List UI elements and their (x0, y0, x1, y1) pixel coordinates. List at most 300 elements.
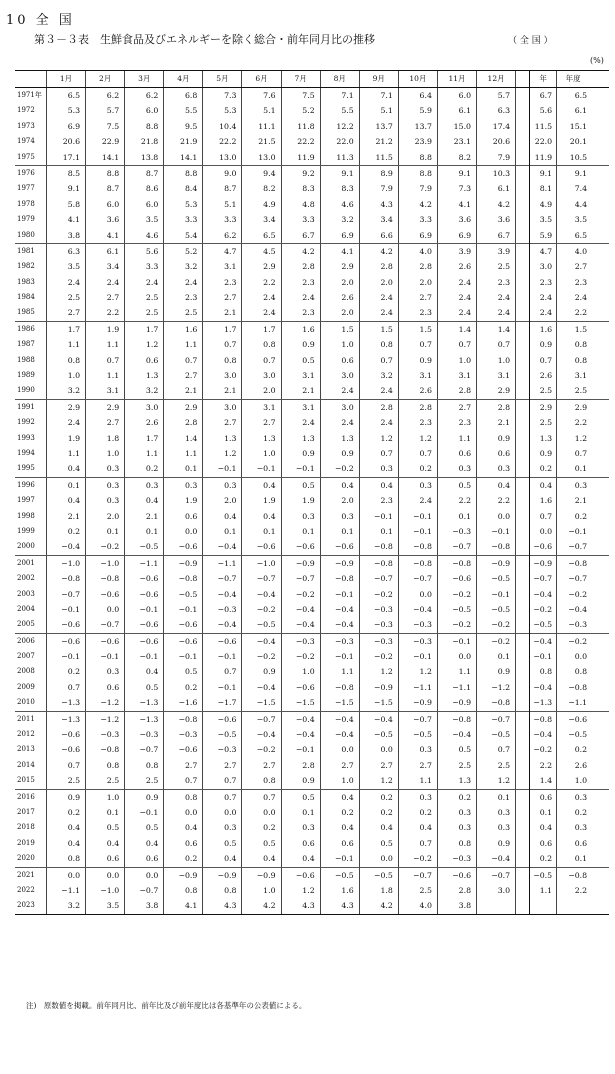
month-value-cell: 0.5 (437, 478, 476, 493)
month-value-cell: 1.0 (85, 790, 124, 805)
column-gap (515, 166, 529, 181)
year-cell: 1986 (17, 324, 35, 333)
year-cell: 2013 (17, 745, 35, 754)
fiscal-year-value-cell: 9.1 (556, 166, 589, 181)
table-row (15, 773, 609, 789)
month-value-cell: 0.8 (163, 883, 202, 898)
fiscal-year-value-cell: 2.6 (556, 758, 589, 773)
fiscal-year-value-cell: −0.8 (556, 680, 589, 695)
month-value-cell: −0.7 (476, 712, 515, 727)
month-value-cell: 0.2 (163, 851, 202, 866)
month-value-cell: −0.1 (320, 649, 359, 664)
year-cell: 2000 (17, 542, 35, 551)
month-value-cell: 1.0 (85, 446, 124, 461)
month-value-cell: 2.9 (241, 259, 280, 274)
year-cell: 2023 (17, 901, 35, 910)
month-value-cell: 4.0 (398, 898, 437, 913)
month-value-cell: 0.2 (46, 664, 85, 679)
year-cell: 2008 (17, 667, 35, 676)
month-value-cell: 2.4 (359, 415, 398, 430)
fiscal-year-value-cell: 1.5 (556, 322, 589, 337)
month-value-cell: 4.8 (281, 197, 320, 212)
month-value-cell: 6.2 (202, 228, 241, 243)
month-value-cell: 0.0 (163, 524, 202, 539)
month-value-cell: 1.0 (320, 337, 359, 352)
year-cell: 2009 (17, 682, 35, 691)
annual-value-cell: 1.4 (529, 773, 556, 788)
month-value-cell: 1.4 (163, 431, 202, 446)
month-value-cell: 2.8 (437, 383, 476, 398)
month-value-cell: 0.7 (476, 742, 515, 757)
month-value-cell: 3.2 (124, 383, 163, 398)
month-value-cell: −0.4 (320, 712, 359, 727)
month-value-cell: 3.2 (46, 383, 85, 398)
month-value-cell: 1.9 (85, 322, 124, 337)
year-cell: 2003 (17, 589, 35, 598)
column-gap (515, 119, 529, 134)
month-value-cell: 0.3 (85, 493, 124, 508)
month-value-cell: 1.7 (46, 322, 85, 337)
month-value-cell: 1.0 (320, 773, 359, 788)
annual-value-cell: 1.6 (529, 493, 556, 508)
fiscal-year-value-cell: 0.8 (556, 353, 589, 368)
month-value-cell: 0.4 (281, 851, 320, 866)
header-month-cell: 10月 (398, 71, 437, 87)
month-value-cell: 21.2 (359, 134, 398, 149)
month-value-cell: 22.2 (202, 134, 241, 149)
month-value-cell: −0.6 (85, 587, 124, 602)
month-value-cell: 2.2 (476, 493, 515, 508)
month-value-cell: −0.3 (202, 602, 241, 617)
fiscal-year-value-cell: −1.1 (556, 695, 589, 710)
month-value-cell: 2.5 (46, 290, 85, 305)
month-value-cell: 0.9 (476, 836, 515, 851)
fiscal-year-value-cell: −0.3 (556, 617, 589, 632)
fiscal-year-value-cell: −0.7 (556, 539, 589, 554)
month-value-cell: 13.8 (124, 150, 163, 165)
month-value-cell: −0.8 (320, 680, 359, 695)
month-value-cell: −0.6 (124, 617, 163, 632)
month-value-cell: 3.0 (320, 400, 359, 415)
table-row (15, 758, 609, 773)
month-value-cell: 2.7 (85, 415, 124, 430)
table-row (15, 649, 609, 664)
month-value-cell: 2.4 (281, 290, 320, 305)
column-gap (515, 88, 529, 103)
annual-value-cell: 2.5 (529, 383, 556, 398)
month-value-cell: 0.3 (202, 478, 241, 493)
month-value-cell: 2.0 (320, 275, 359, 290)
month-value-cell: −0.5 (437, 602, 476, 617)
month-value-cell: −0.7 (46, 587, 85, 602)
month-value-cell: 0.3 (85, 664, 124, 679)
month-value-cell: 2.7 (46, 305, 85, 320)
month-value-cell (476, 898, 515, 913)
header-month-cell: 7月 (281, 71, 320, 87)
month-value-cell: 1.7 (202, 322, 241, 337)
fiscal-year-value-cell: 0.1 (556, 851, 589, 866)
header-fiscal-cell: 年度 (556, 71, 589, 87)
table-row (15, 602, 609, 617)
month-value-cell: 2.1 (46, 509, 85, 524)
month-value-cell: 2.0 (320, 305, 359, 320)
fiscal-year-value-cell: 0.3 (556, 478, 589, 493)
year-cell: 1987 (17, 340, 35, 349)
month-value-cell: 0.3 (359, 461, 398, 476)
month-value-cell: −0.1 (281, 742, 320, 757)
month-value-cell: −0.2 (320, 461, 359, 476)
month-value-cell: 0.2 (398, 461, 437, 476)
month-value-cell: 0.6 (320, 836, 359, 851)
month-value-cell: 2.3 (163, 290, 202, 305)
month-value-cell: 17.1 (46, 150, 85, 165)
month-value-cell: 0.1 (281, 805, 320, 820)
month-value-cell: −0.2 (437, 587, 476, 602)
month-value-cell: 1.5 (398, 322, 437, 337)
month-value-cell: 11.1 (241, 119, 280, 134)
region-label: （ 全 国 ） (508, 36, 553, 46)
month-value-cell: 0.6 (476, 446, 515, 461)
month-value-cell: 2.5 (163, 305, 202, 320)
month-value-cell: −0.7 (241, 571, 280, 586)
month-value-cell: 1.2 (359, 664, 398, 679)
month-value-cell: −0.9 (320, 556, 359, 571)
month-value-cell: 1.1 (124, 446, 163, 461)
month-value-cell: 7.9 (398, 181, 437, 196)
year-cell: 1981 (17, 246, 35, 255)
month-value-cell: −0.7 (398, 868, 437, 883)
month-value-cell: 2.7 (437, 400, 476, 415)
month-value-cell: 0.9 (281, 337, 320, 352)
year-cell: 1992 (17, 418, 35, 427)
month-value-cell: 3.0 (476, 883, 515, 898)
month-value-cell: −0.6 (85, 634, 124, 649)
month-value-cell: 2.4 (437, 290, 476, 305)
month-value-cell: 0.2 (46, 524, 85, 539)
month-value-cell: 2.4 (163, 275, 202, 290)
month-value-cell: 3.5 (124, 212, 163, 227)
month-value-cell: 20.6 (476, 134, 515, 149)
month-value-cell: 2.6 (398, 383, 437, 398)
month-value-cell: −0.9 (359, 680, 398, 695)
month-value-cell: 0.0 (359, 742, 398, 757)
fiscal-year-value-cell: 0.2 (556, 742, 589, 757)
month-value-cell: 14.1 (163, 150, 202, 165)
month-value-cell: 6.7 (281, 228, 320, 243)
month-value-cell: −0.4 (241, 727, 280, 742)
month-value-cell: 0.7 (46, 758, 85, 773)
month-value-cell: 3.1 (398, 368, 437, 383)
month-value-cell: 3.3 (124, 259, 163, 274)
annual-value-cell: 0.0 (529, 524, 556, 539)
month-value-cell: 20.6 (46, 134, 85, 149)
month-value-cell: −0.8 (476, 539, 515, 554)
month-value-cell: −0.8 (46, 571, 85, 586)
month-value-cell: 6.6 (359, 228, 398, 243)
month-value-cell: 2.9 (163, 400, 202, 415)
month-value-cell: −0.1 (281, 461, 320, 476)
month-value-cell: −0.1 (476, 587, 515, 602)
month-value-cell: −1.5 (241, 695, 280, 710)
month-value-cell: −0.2 (281, 587, 320, 602)
year-cell: 1972 (17, 106, 35, 115)
table-row (15, 695, 609, 711)
month-value-cell: −1.1 (437, 680, 476, 695)
month-value-cell: 3.2 (46, 898, 85, 913)
column-gap (515, 556, 529, 571)
month-value-cell: 7.3 (202, 88, 241, 103)
column-gap (515, 275, 529, 290)
fiscal-year-value-cell: 2.1 (556, 493, 589, 508)
month-value-cell: 1.9 (241, 493, 280, 508)
month-value-cell: −0.6 (163, 634, 202, 649)
fiscal-year-value-cell: 0.3 (556, 790, 589, 805)
month-value-cell: −0.1 (46, 602, 85, 617)
month-value-cell: 4.1 (320, 244, 359, 259)
month-value-cell: −0.4 (281, 602, 320, 617)
month-value-cell: −0.5 (398, 727, 437, 742)
year-cell: 2017 (17, 807, 35, 816)
table-row (15, 478, 609, 493)
month-value-cell: −0.6 (163, 742, 202, 757)
month-value-cell: −0.8 (163, 571, 202, 586)
month-value-cell: 3.2 (163, 259, 202, 274)
month-value-cell: −1.0 (85, 556, 124, 571)
month-value-cell: 2.3 (476, 275, 515, 290)
month-value-cell: 0.1 (163, 461, 202, 476)
annual-value-cell: 2.6 (529, 368, 556, 383)
column-gap (515, 571, 529, 586)
month-value-cell: 6.9 (398, 228, 437, 243)
table-row (15, 88, 609, 103)
month-value-cell: 23.1 (437, 134, 476, 149)
month-value-cell: 13.7 (359, 119, 398, 134)
month-value-cell: 0.4 (46, 836, 85, 851)
table-row (15, 337, 609, 352)
fiscal-year-value-cell: 0.1 (556, 461, 589, 476)
month-value-cell: −0.4 (281, 617, 320, 632)
month-value-cell: 2.3 (437, 415, 476, 430)
month-value-cell: −0.5 (320, 868, 359, 883)
month-value-cell: 0.4 (476, 478, 515, 493)
month-value-cell: 6.5 (46, 88, 85, 103)
month-value-cell: 0.7 (202, 664, 241, 679)
month-value-cell: 0.7 (241, 353, 280, 368)
column-gap (515, 322, 529, 337)
month-value-cell: 3.2 (359, 368, 398, 383)
year-cell: 1985 (17, 308, 35, 317)
column-gap (515, 353, 529, 368)
month-value-cell: 0.6 (320, 353, 359, 368)
year-cell: 2015 (17, 776, 35, 785)
annual-value-cell: 0.2 (529, 851, 556, 866)
month-value-cell: 0.9 (281, 773, 320, 788)
annual-value-cell: −0.1 (529, 649, 556, 664)
month-value-cell: 0.5 (241, 836, 280, 851)
month-value-cell: 2.4 (476, 290, 515, 305)
month-value-cell: 8.9 (359, 166, 398, 181)
month-value-cell: 0.6 (163, 509, 202, 524)
month-value-cell: −0.5 (241, 617, 280, 632)
month-value-cell: 0.3 (202, 820, 241, 835)
month-value-cell: −0.8 (437, 712, 476, 727)
month-value-cell: 2.8 (281, 758, 320, 773)
year-cell: 1980 (17, 230, 35, 239)
month-value-cell: 2.2 (241, 275, 280, 290)
annual-value-cell: 0.9 (529, 446, 556, 461)
column-gap (515, 883, 529, 898)
month-value-cell: 0.3 (320, 509, 359, 524)
month-value-cell: 0.1 (202, 524, 241, 539)
month-value-cell: −0.4 (46, 539, 85, 554)
column-gap (515, 695, 529, 710)
month-value-cell: −0.6 (46, 617, 85, 632)
fiscal-year-value-cell: 0.2 (556, 509, 589, 524)
month-value-cell: 3.4 (359, 212, 398, 227)
month-value-cell: −0.6 (281, 539, 320, 554)
month-value-cell: −0.6 (46, 742, 85, 757)
month-value-cell: 6.0 (437, 88, 476, 103)
month-value-cell: −0.4 (320, 602, 359, 617)
month-value-cell: 9.5 (163, 119, 202, 134)
month-value-cell: −0.4 (437, 727, 476, 742)
month-value-cell: 0.8 (202, 883, 241, 898)
month-value-cell: 0.8 (124, 758, 163, 773)
month-value-cell: 11.3 (320, 150, 359, 165)
table-row (15, 727, 609, 742)
annual-value-cell: 0.6 (529, 836, 556, 851)
month-value-cell: −0.8 (398, 539, 437, 554)
month-value-cell: 2.7 (163, 758, 202, 773)
month-value-cell: 1.0 (241, 883, 280, 898)
month-value-cell: 3.8 (46, 228, 85, 243)
month-value-cell: 0.1 (124, 524, 163, 539)
month-value-cell: 3.1 (241, 400, 280, 415)
month-value-cell: 6.3 (476, 103, 515, 118)
month-value-cell: 2.7 (398, 758, 437, 773)
month-value-cell: 1.4 (476, 322, 515, 337)
month-value-cell: −0.7 (85, 617, 124, 632)
annual-value-cell: −0.4 (529, 634, 556, 649)
column-gap (515, 664, 529, 679)
table-row (15, 228, 609, 244)
month-value-cell: −0.7 (437, 539, 476, 554)
month-value-cell: 1.2 (398, 431, 437, 446)
month-value-cell: −0.6 (46, 727, 85, 742)
month-value-cell: 5.7 (476, 88, 515, 103)
month-value-cell: 0.2 (359, 790, 398, 805)
month-value-cell: 3.1 (281, 368, 320, 383)
fiscal-year-value-cell: 15.1 (556, 119, 589, 134)
annual-value-cell: 1.1 (529, 883, 556, 898)
month-value-cell: 6.0 (124, 197, 163, 212)
table-row (15, 322, 609, 337)
column-gap (515, 478, 529, 493)
month-value-cell: −0.8 (359, 539, 398, 554)
month-value-cell: 6.4 (398, 88, 437, 103)
month-value-cell: −0.4 (241, 634, 280, 649)
month-value-cell: 1.5 (320, 322, 359, 337)
month-value-cell: 0.0 (202, 805, 241, 820)
month-value-cell: 2.5 (124, 305, 163, 320)
month-value-cell: 4.3 (202, 898, 241, 913)
month-value-cell: 1.3 (437, 773, 476, 788)
month-value-cell: 2.0 (359, 275, 398, 290)
annual-value-cell: 0.4 (529, 478, 556, 493)
month-value-cell: −0.5 (476, 571, 515, 586)
fiscal-year-value-cell: 10.5 (556, 150, 589, 165)
month-value-cell: 0.6 (85, 680, 124, 695)
month-value-cell: −0.1 (202, 649, 241, 664)
column-gap (515, 400, 529, 415)
annual-value-cell: 0.7 (529, 509, 556, 524)
month-value-cell: 0.7 (202, 773, 241, 788)
month-value-cell: 0.5 (124, 680, 163, 695)
annual-value-cell: 2.5 (529, 415, 556, 430)
table-row (15, 197, 609, 212)
month-value-cell: −1.1 (398, 680, 437, 695)
month-value-cell: 5.3 (202, 103, 241, 118)
month-value-cell: 6.1 (437, 103, 476, 118)
month-value-cell: 0.5 (437, 742, 476, 757)
month-value-cell: 3.3 (163, 212, 202, 227)
month-value-cell: 0.3 (476, 461, 515, 476)
month-value-cell: −0.4 (476, 851, 515, 866)
month-value-cell: −1.7 (202, 695, 241, 710)
month-value-cell: 8.8 (398, 166, 437, 181)
month-value-cell: 0.4 (124, 836, 163, 851)
month-value-cell: 0.3 (85, 461, 124, 476)
fiscal-year-value-cell (556, 898, 589, 913)
month-value-cell: 0.0 (437, 649, 476, 664)
month-value-cell: 0.9 (281, 446, 320, 461)
column-gap (515, 197, 529, 212)
month-value-cell: 1.0 (241, 446, 280, 461)
fiscal-year-value-cell: 4.0 (556, 244, 589, 259)
month-value-cell: 2.1 (476, 415, 515, 430)
annual-value-cell: −0.6 (529, 539, 556, 554)
month-value-cell: 9.2 (281, 166, 320, 181)
annual-value-cell: 2.2 (529, 758, 556, 773)
annual-value-cell: 2.3 (529, 275, 556, 290)
annual-value-cell: 9.1 (529, 166, 556, 181)
fiscal-year-value-cell: −0.1 (556, 524, 589, 539)
annual-value-cell: 0.4 (529, 820, 556, 835)
annual-value-cell: 3.5 (529, 212, 556, 227)
header-month-cell: 2月 (85, 71, 124, 87)
month-value-cell: 4.1 (163, 898, 202, 913)
month-value-cell: −0.6 (320, 539, 359, 554)
fiscal-year-value-cell: −0.8 (556, 556, 589, 571)
year-cell: 1979 (17, 215, 35, 224)
footnote: 注) 原数値を掲載。前年同月比、前年比及び前年度比は各基準年の公表値による。 (26, 1001, 307, 1010)
year-cell: 1991 (17, 402, 35, 411)
fiscal-year-value-cell: 2.4 (556, 290, 589, 305)
month-value-cell: 2.8 (437, 883, 476, 898)
month-value-cell: 2.5 (437, 758, 476, 773)
month-value-cell: 5.1 (202, 197, 241, 212)
column-gap (515, 244, 529, 259)
fiscal-year-value-cell: −0.8 (556, 868, 589, 883)
month-value-cell: 13.0 (202, 150, 241, 165)
month-value-cell: 5.5 (320, 103, 359, 118)
column-gap (515, 524, 529, 539)
month-value-cell: 0.7 (398, 836, 437, 851)
month-value-cell: 1.1 (320, 664, 359, 679)
month-value-cell: 0.8 (46, 851, 85, 866)
fiscal-year-value-cell: 0.8 (556, 664, 589, 679)
table-row (15, 461, 609, 477)
